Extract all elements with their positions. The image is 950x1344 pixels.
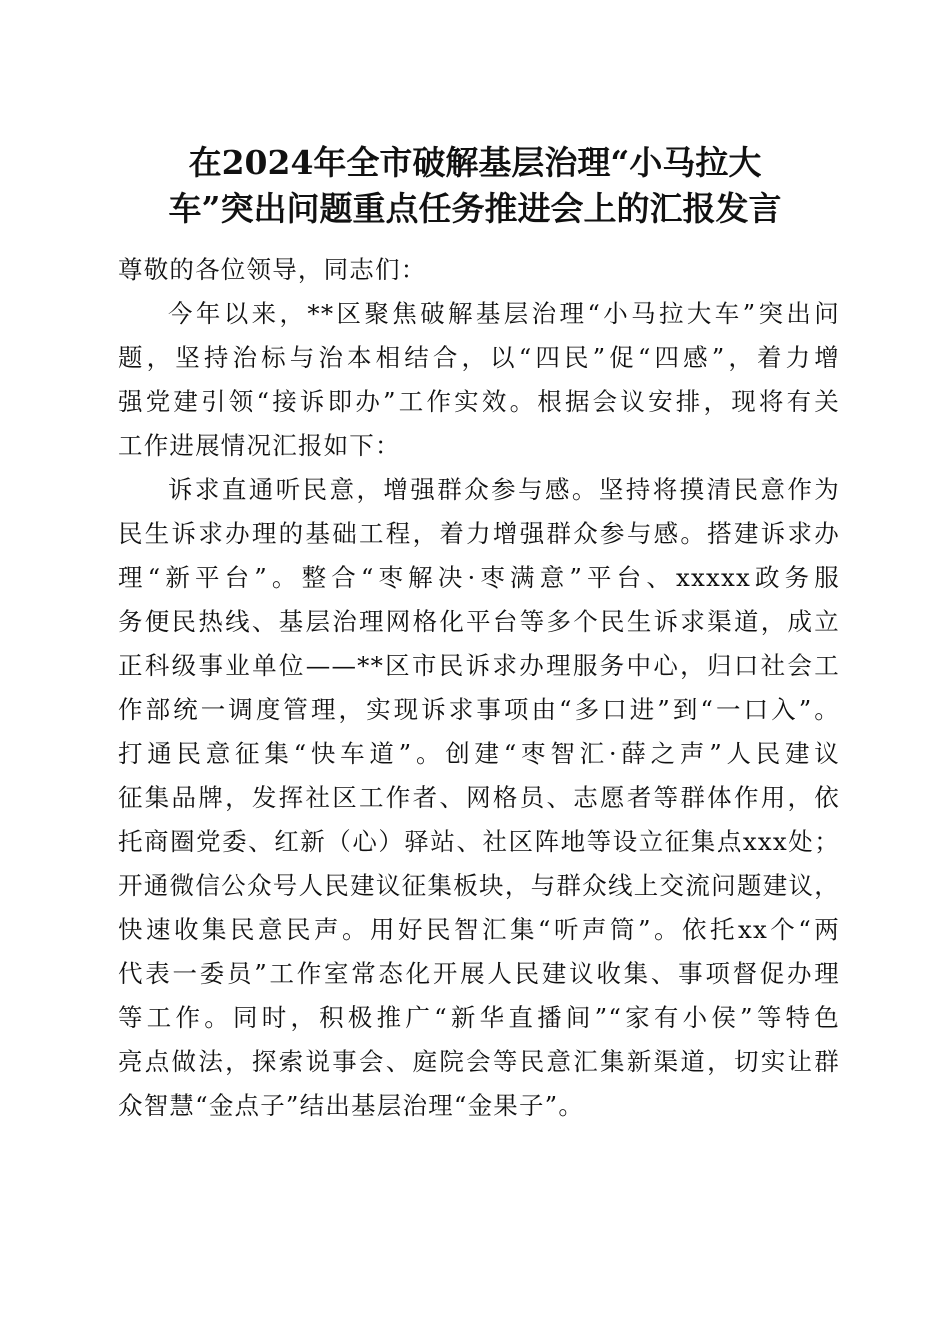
paragraph-line: 诉求直通听民意，增强群众参与感。坚持将摸清民意作为 (168, 475, 840, 504)
paragraph-line: 亮点做法，探索说事会、庭院会等民意汇集新渠道，切实让群 (118, 1047, 840, 1076)
paragraph-line: 今年以来，**区聚焦破解基层治理“小马拉大车”突出问 (168, 299, 840, 328)
salutation: 尊敬的各位领导，同志们： (118, 255, 427, 284)
paragraph-line: 征集品牌，发挥社区工作者、网格员、志愿者等群体作用，依 (118, 783, 840, 812)
paragraph-line: 代表一委员”工作室常态化开展人民建议收集、事项督促办理 (118, 959, 840, 988)
paragraph-line: 众智慧“金点子”结出基层治理“金果子”。 (118, 1091, 585, 1120)
document-body (118, 248, 840, 1128)
paragraph-line: 正科级事业单位——**区市民诉求办理服务中心，归口社会工 (118, 651, 840, 680)
paragraph-line: 快速收集民意民声。用好民智汇集“听声筒”。依托xx个“两 (118, 915, 840, 944)
paragraph-line: 打通民意征集“快车道”。创建“枣智汇·薛之声”人民建议 (118, 739, 840, 768)
title-line-2: 车”突出问题重点任务推进会上的汇报发言 (168, 189, 782, 228)
paragraph-line: 题，坚持治标与治本相结合，以“四民”促“四感”，着力增 (118, 343, 840, 372)
title-line-1: 在2024年全市破解基层治理“小马拉大 (188, 143, 762, 182)
paragraph-line: 强党建引领“接诉即办”工作实效。根据会议安排，现将有关 (118, 387, 840, 416)
paragraph-line: 务便民热线、基层治理网格化平台等多个民生诉求渠道，成立 (118, 607, 840, 636)
paragraph-line: 托商圈党委、红新（心）驿站、社区阵地等设立征集点xxx处； (118, 827, 840, 856)
paragraph-line: 作部统一调度管理，实现诉求事项由“多口进”到“一口入”。 (118, 695, 840, 724)
document-title (110, 140, 840, 232)
paragraph-line: 工作进展情况汇报如下： (118, 431, 401, 460)
paragraph-line: 开通微信公众号人民建议征集板块，与群众线上交流问题建议， (118, 871, 840, 900)
paragraph-line: 民生诉求办理的基础工程，着力增强群众参与感。搭建诉求办 (118, 519, 840, 548)
paragraph-line: 理“新平台”。整合“枣解决·枣满意”平台、xxxxx政务服 (118, 563, 840, 592)
paragraph-line: 等工作。同时，积极推广“新华直播间”“家有小侯”等特色 (118, 1003, 840, 1032)
